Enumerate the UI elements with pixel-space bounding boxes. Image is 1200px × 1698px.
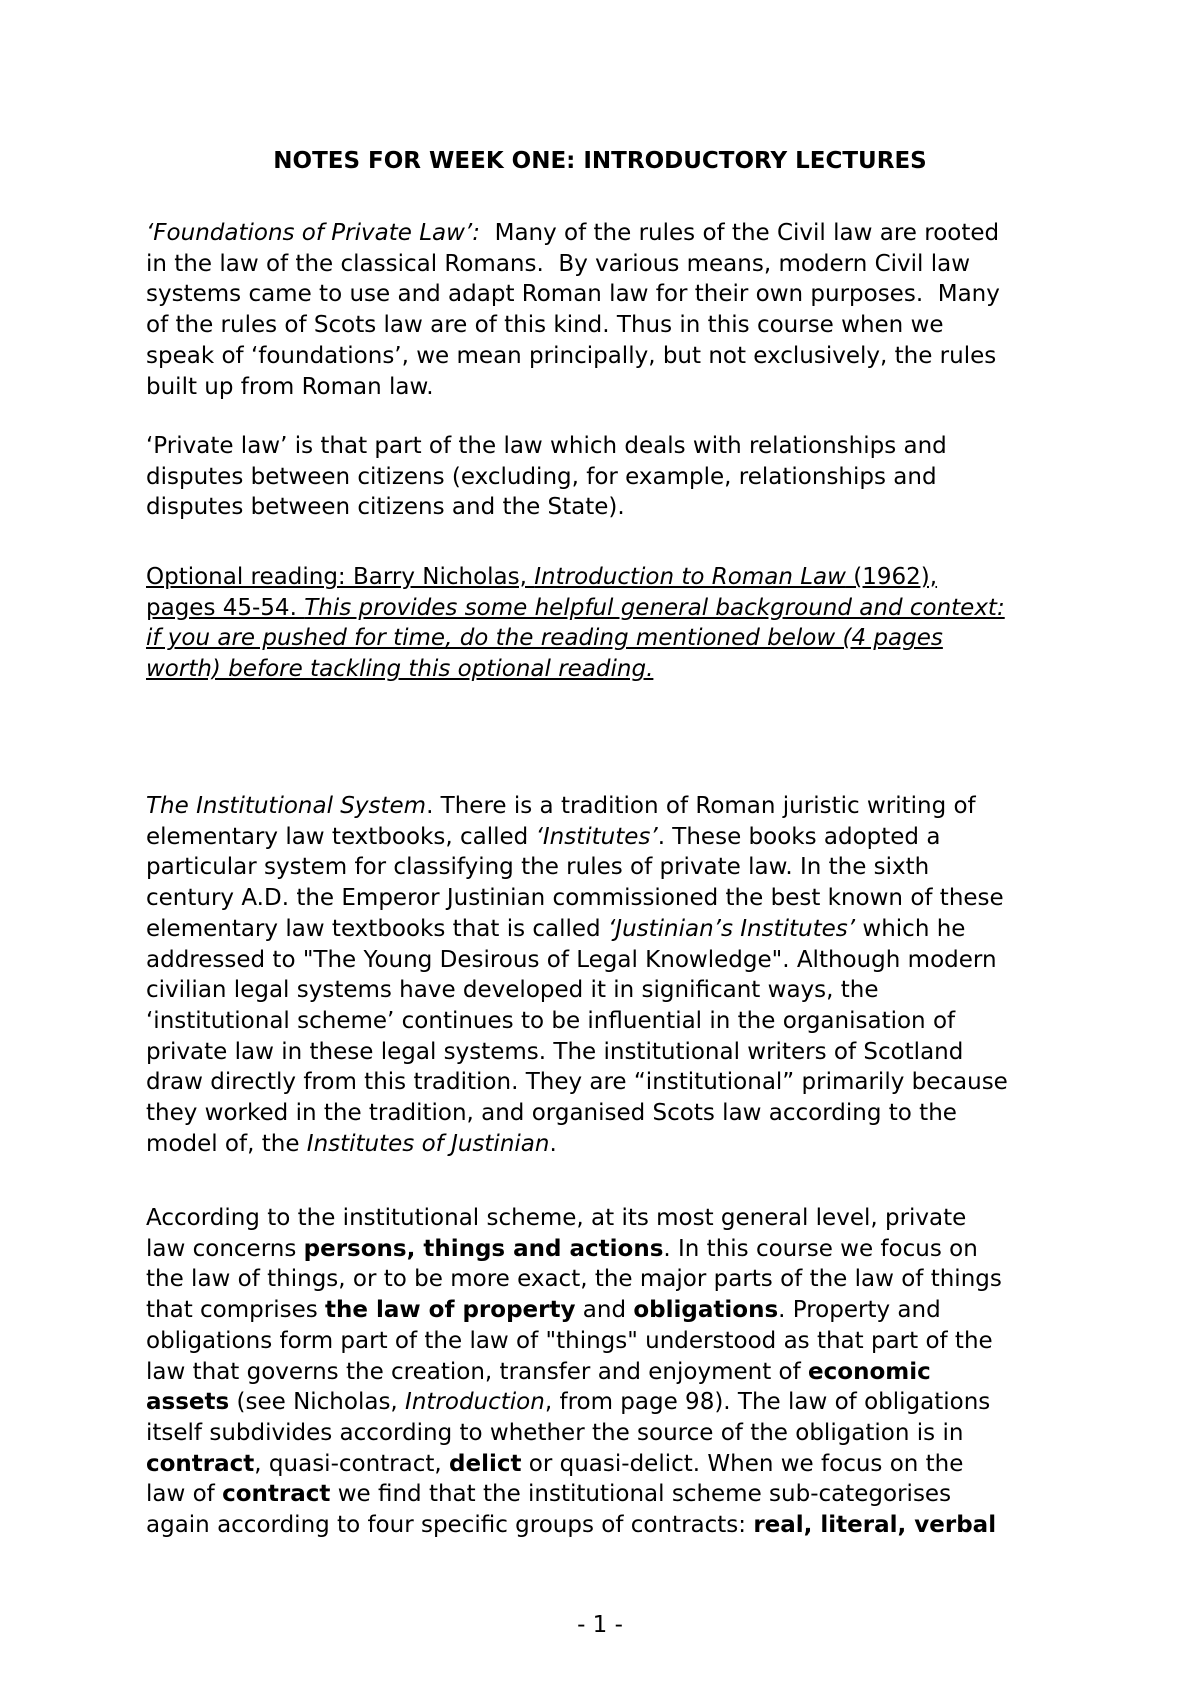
text-run: According to the institutional scheme, at its most general level, private — [146, 1205, 967, 1231]
text-run: elementary law textbooks, called — [146, 823, 536, 850]
bold-text: contract — [146, 1450, 255, 1477]
bold-text: the law of property — [325, 1297, 576, 1324]
text-run: systems came to use and adapt Roman law for their own purposes. Many — [146, 281, 1000, 308]
italic-text: Introduction to Roman Law — [534, 564, 846, 590]
text-line — [146, 593, 1066, 624]
text-run: disputes between citizens and the State). — [146, 494, 625, 521]
text-line — [146, 1418, 1066, 1449]
text-line — [146, 852, 1066, 883]
text-run: Optional reading: Barry Nicholas, — [146, 564, 535, 590]
text-line — [146, 249, 1066, 280]
text-run: , quasi-contract, — [254, 1450, 450, 1477]
paragraph-private-law — [146, 431, 1066, 523]
text-line — [146, 218, 1066, 249]
paragraph-foundations — [146, 218, 1066, 402]
text-run: that comprises — [146, 1297, 326, 1324]
text-run: (see Nicholas, — [229, 1389, 406, 1416]
text-run: and — [575, 1297, 634, 1324]
italic-text: The Institutional System — [146, 793, 427, 819]
text-run: Many of the rules of the Civil law are rooted — [479, 220, 1000, 246]
text-run: model of, the — [146, 1130, 307, 1157]
text-line — [146, 1326, 1066, 1357]
text-run: disputes between citizens (excluding, for example, relationships and — [146, 463, 937, 490]
text-run: law of — [146, 1481, 223, 1508]
text-line — [146, 1357, 1066, 1388]
text-line — [146, 562, 1066, 593]
text-line — [146, 1006, 1066, 1037]
text-line — [146, 279, 1066, 310]
text-run: obligations form part of the law of "things" understood as that part of the — [146, 1327, 993, 1354]
text-line — [146, 341, 1066, 372]
bold-text: real, literal, verbal — [753, 1512, 997, 1539]
text-line — [146, 431, 1066, 462]
text-run: in the law of the classical Romans. By various means, modern Civil law — [146, 250, 971, 277]
text-run: ‘Private law’ is that part of the law which deals with relationships and — [146, 433, 947, 459]
paragraph-institutional-scheme — [146, 1203, 1066, 1541]
text-run: century A.D. the Emperor Justinian commissioned the best known of these — [146, 885, 1004, 912]
text-line — [146, 492, 1066, 523]
text-run: speak of ‘foundations’, we mean principally, but not exclusively, the rules — [146, 342, 997, 369]
text-run: . There is a tradition of Roman juristic writing of — [426, 793, 976, 819]
text-line — [146, 1295, 1066, 1326]
text-run: law that governs the creation, transfer and enjoyment of — [146, 1358, 809, 1385]
text-run: or quasi-delict. When we focus on the — [521, 1450, 964, 1477]
text-line — [146, 883, 1066, 914]
text-run: ‘institutional scheme’ continues to be influential in the organisation of — [146, 1007, 956, 1034]
bold-text: persons, things and actions — [303, 1235, 664, 1262]
text-line — [146, 462, 1066, 493]
italic-text: ‘Justinian’s Institutes’ — [607, 915, 856, 942]
text-run: (1962), — [845, 564, 938, 590]
text-run: addressed to "The Young Desirous of Legal Knowledge". Although modern — [146, 946, 997, 973]
text-run: they worked in the tradition, and organised Scots law according to the — [146, 1100, 957, 1127]
text-line — [146, 1510, 1066, 1541]
italic-text: Introduction — [405, 1389, 545, 1416]
page-number: - 1 - — [577, 1612, 623, 1638]
italic-text: Institutes of Justinian — [306, 1130, 550, 1157]
text-line — [146, 1234, 1066, 1265]
text-run: we find that the institutional scheme sub-categorises — [330, 1481, 952, 1508]
text-line — [146, 372, 1066, 403]
text-line — [146, 822, 1066, 853]
text-run: of the rules of Scots law are of this kind. Thus in this course when we — [146, 312, 944, 339]
text-run: elementary law textbooks that is called — [146, 915, 608, 942]
italic-text: ‘Institutes’ — [535, 823, 658, 850]
text-line — [146, 1203, 1066, 1234]
text-line — [146, 1479, 1066, 1510]
text-run: . Property and — [778, 1297, 941, 1324]
bold-text: assets — [146, 1389, 230, 1416]
paragraph-optional-reading — [146, 562, 1066, 685]
italic-text: ‘Foundations of Private Law’: — [146, 220, 480, 246]
bold-text: economic — [808, 1358, 931, 1385]
text-run: , from page 98). The law of obligations — [544, 1389, 991, 1416]
text-run: the law of things, or to be more exact, the major parts of the law of things — [146, 1266, 1002, 1293]
text-line — [146, 914, 1066, 945]
text-run: draw directly from this tradition. They are “institutional” primarily because — [146, 1069, 1008, 1096]
text-run: . — [549, 1130, 557, 1157]
text-line — [146, 1067, 1066, 1098]
text-line — [146, 310, 1066, 341]
text-line — [146, 1449, 1066, 1480]
text-line — [146, 945, 1066, 976]
text-line — [146, 1129, 1066, 1160]
text-line — [146, 1098, 1066, 1129]
bold-text: contract — [222, 1481, 331, 1508]
text-run: law concerns — [146, 1235, 304, 1262]
text-run: itself subdivides according to whether the source of the obligation is in — [146, 1419, 964, 1446]
text-run: built up from Roman law. — [146, 373, 434, 400]
text-run: civilian legal systems have developed it in significant ways, the — [146, 977, 879, 1004]
text-run: which he — [855, 915, 966, 942]
text-line — [146, 654, 1066, 685]
bold-text: delict — [449, 1450, 522, 1477]
text-run: particular system for classifying the rules of private law. In the sixth — [146, 854, 930, 881]
text-run: pages 45-54. — [146, 594, 305, 621]
text-line — [146, 1037, 1066, 1068]
text-run: again according to four specific groups of contracts: — [146, 1512, 754, 1539]
text-line — [146, 1387, 1066, 1418]
text-run: private law in these legal systems. The institutional writers of Scotland — [146, 1038, 964, 1065]
italic-text: worth) before tackling this optional reading. — [146, 656, 654, 683]
bold-text: obligations — [633, 1297, 779, 1324]
document-title: NOTES FOR WEEK ONE: INTRODUCTORY LECTURES — [273, 148, 927, 174]
italic-text: This provides some helpful general background and context: — [304, 594, 1005, 621]
italic-text: if you are pushed for time, do the reading mentioned below (4 pages — [146, 625, 943, 652]
text-line — [146, 623, 1066, 654]
text-line — [146, 975, 1066, 1006]
text-line — [146, 1264, 1066, 1295]
text-run: . These books adopted a — [657, 823, 941, 850]
text-run: . In this course we focus on — [663, 1235, 978, 1262]
text-line — [146, 791, 1066, 822]
paragraph-institutional-system — [146, 791, 1066, 1159]
